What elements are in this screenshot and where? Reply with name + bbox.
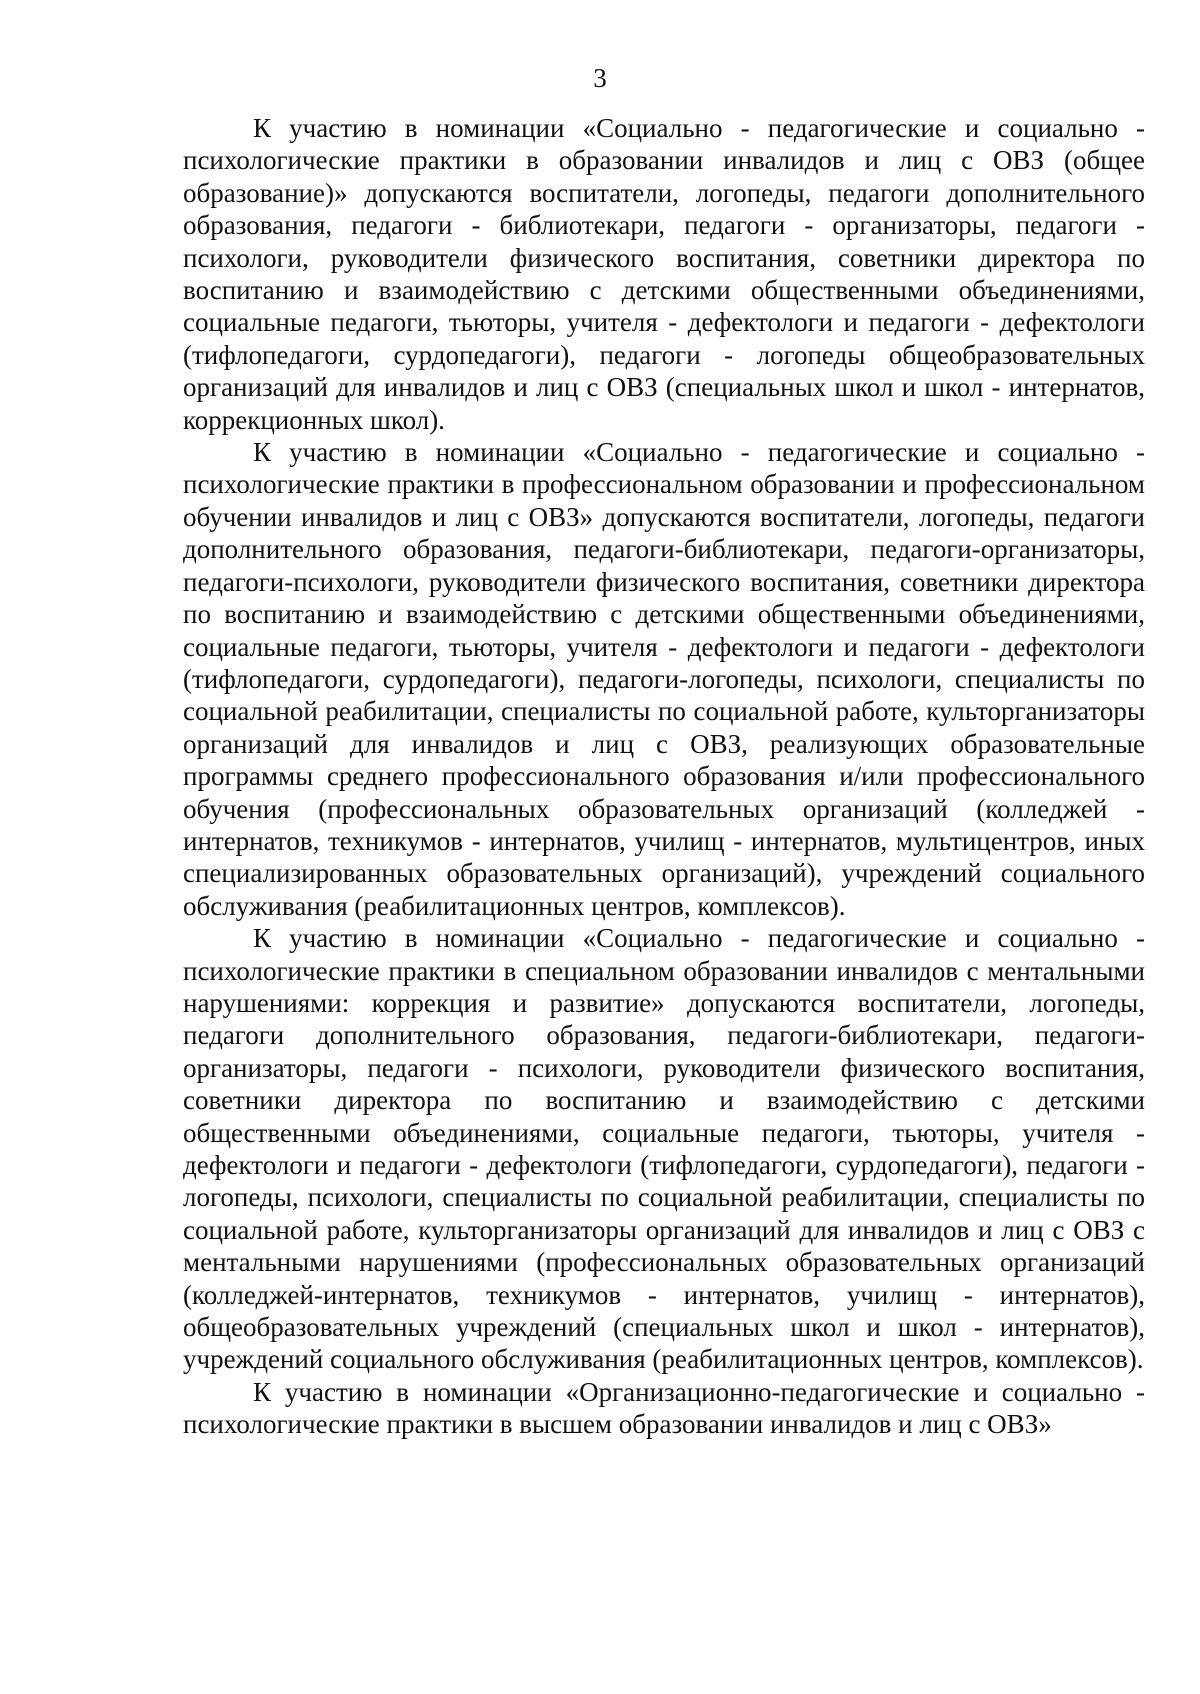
paragraph-special-education: К участию в номинации «Социально - педагогические и социально - психологические практики в специальном образовании инвалидов с ментальными нарушениями: коррекция и развитие» допускаются воспитатели, логопеды, педагоги дополнительного образования, педагоги-библиотекари, педагоги-организаторы, педагоги - психологи, руководители физического воспитания, советники директора по воспитанию и взаимодействию с детскими общественными объединениями, социальные педагоги, тьюторы, учителя - дефектологи и педагоги - дефектологи (тифлопедагоги, сурдопедагоги), педагоги - логопеды, психологи, специалисты по социальной реабилитации, специалисты по социальной работе, культорганизаторы организаций для инвалидов и лиц с ОВЗ с ментальными нарушениями (профессиональных образовательных организаций (колледжей-интернатов, техникумов - интернатов, училищ - интернатов), общеобразовательных учреждений (специальных школ и школ - интернатов), учреждений социального обслуживания (реабилитационных центров, комплексов). — [183, 923, 1145, 1375]
paragraph-professional-education: К участию в номинации «Социально - педагогические и социально - психологические практики в профессиональном образовании и профессиональном обучении инвалидов и лиц с ОВЗ» допускаются воспитатели, логопеды, педагоги дополнительного образования, педагоги-библиотекари, педагоги-организаторы, педагоги-психологи, руководители физического воспитания, советники директора по воспитанию и взаимодействию с детскими общественными объединениями, социальные педагоги, тьюторы, учителя - дефектологи и педагоги - дефектологи (тифлопедагоги, сурдопедагоги), педагоги-логопеды, психологи, специалисты по социальной реабилитации, специалисты по социальной работе, культорганизаторы организаций для инвалидов и лиц с ОВЗ, реализующих образовательные программы среднего профессионального образования и/или профессионального обучения (профессиональных образовательных организаций (колледжей - интернатов, техникумов - интернатов, училищ - интернатов, мультицентров, иных специализированных образовательных организаций), учреждений социального обслуживания (реабилитационных центров, комплексов). — [183, 437, 1145, 921]
page-number: 3 — [593, 63, 607, 93]
paragraph-general-education: К участию в номинации «Социально - педагогические и социально - психологические практики в образовании инвалидов и лиц с ОВЗ (общее образование)» допускаются воспитатели, логопеды, педагоги дополнительного образования, педагоги - библиотекари, педагоги - организаторы, педагоги - психологи, руководители физического воспитания, советники директора по воспитанию и взаимодействию с детскими общественными объединениями, социальные педагоги, тьюторы, учителя - дефектологи и педагоги - дефектологи (тифлопедагоги, сурдопедагоги), педагоги - логопеды общеобразовательных организаций для инвалидов и лиц с ОВЗ (специальных школ и школ - интернатов, коррекционных школ). — [183, 113, 1145, 435]
paragraph-higher-education: К участию в номинации «Организационно-педагогические и социально - психологические практики в высшем образовании инвалидов и лиц с ОВЗ» — [183, 1376, 1145, 1440]
document-body — [183, 112, 1145, 1441]
